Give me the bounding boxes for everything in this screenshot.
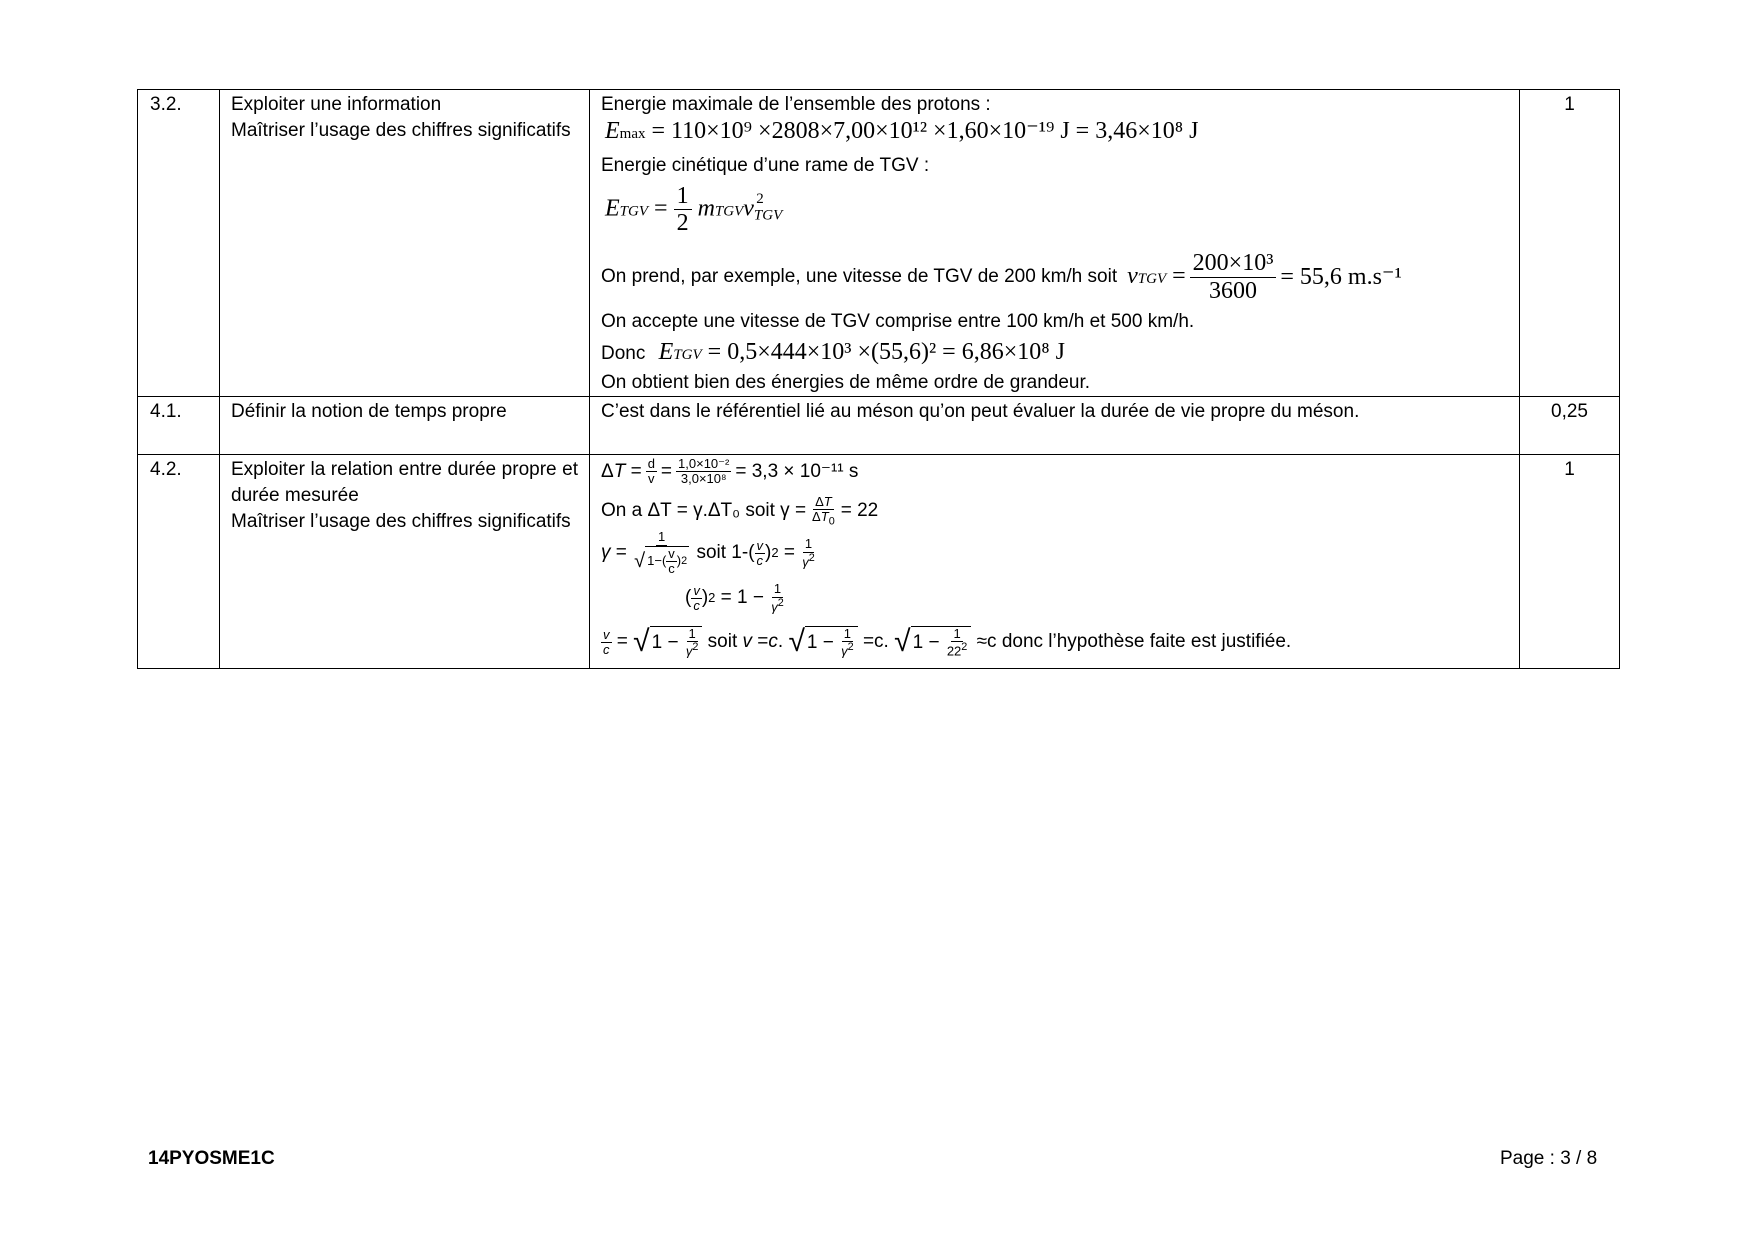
answer-line: On accepte une vitesse de TGV comprise entre 100 km/h et 500 km/h. [601, 311, 1195, 332]
gamma-value: = 22 [840, 500, 879, 522]
speed-line: On prend, par exemple, une vitesse de TGV de 200 km/h soit vTGV = $\frac{\text{200×10³}}{3600}$ = 55,6 m.s⁻¹ [601, 250, 1402, 304]
donc-label: Donc [601, 343, 646, 364]
gamma-definition: On a ΔT = γ.ΔT₀ soit γ = [601, 500, 807, 522]
gamma-line: On a ΔT = γ.ΔT₀ soit γ = $\frac{\Delta T}{\Delta T_0}$ = 22 [601, 493, 879, 528]
table-row [138, 90, 1620, 397]
delta-t-line: ΔT = $\frac{d}{v}$ = $\frac{\text{1,0×10⁻²}}{\text{3,0×10⁸}}$ = 3,3 × 10⁻¹¹ s [601, 456, 859, 487]
emax-expression: = 110×10⁹ ×2808×7,00×10¹² ×1,60×10⁻¹⁹ J = 3,46×10⁸ J [651, 118, 1199, 144]
skills-cell [220, 90, 590, 397]
fraction-numerator: 200×10³ [1190, 250, 1277, 277]
skill-text: Maîtriser l’usage des chiffres significatifs [231, 120, 571, 141]
document-code: 14PYOSME1C [148, 1148, 275, 1169]
half-fraction: $\frac{1}{2}$ [674, 183, 692, 237]
etgv-formula: ETGV = $\frac{1}{2}$ mTGVvTGV$^2$ [605, 183, 783, 237]
skill-text: Exploiter la relation entre durée propre et durée mesurée [231, 459, 578, 506]
final-line: $\frac{v}{c}$ = √ 1 − $\frac{1}{\gamma^2}$ soit v = c . √ 1 − $\frac{1}{\gamma^2}$ =c. √ 1 − $\frac{1}{22^2}$ ≈c donc l’hypothèse faite est justifiée. [603, 625, 1292, 659]
table-row [138, 397, 1620, 455]
skill-text: Définir la notion de temps propre [231, 401, 507, 422]
answer-cell [590, 455, 1520, 669]
ratio-squared-line: ( $\frac{v}{c}$ ) 2 = 1 − $\frac{1}{\gamma^2}$ [685, 581, 784, 615]
fraction-denominator: 3,0×10⁸ [680, 471, 727, 487]
donc-line: Donc ETGV = 0,5×444×10³ ×(55,6)² = 6,86×10⁸ J [601, 339, 1065, 365]
score-cell: 1 [1520, 455, 1620, 669]
question-number: 4.1. [138, 397, 220, 455]
question-number: 4.2. [138, 455, 220, 669]
answer-line: Energie maximale de l’ensemble des protons : [601, 94, 991, 115]
answer-cell [590, 90, 1520, 397]
fraction-denominator: 3600 [1209, 277, 1258, 304]
speed-fraction [1190, 250, 1277, 304]
soit-label: soit [696, 542, 727, 564]
answer-line: On obtient bien des énergies de même ordre de grandeur. [601, 372, 1091, 393]
skills-cell [220, 455, 590, 669]
skill-text: Maîtriser l’usage des chiffres significatifs [231, 511, 571, 532]
question-number: 3.2. [138, 90, 220, 397]
delta-t-result: = 3,3 × 10⁻¹¹ s [735, 460, 859, 482]
skill-text: Exploiter une information [231, 94, 442, 115]
emax-formula: Emax = 110×10⁹ ×2808×7,00×10¹² ×1,60×10⁻¹⁹ J = 3,46×10⁸ J [605, 118, 1199, 144]
fraction-numerator: 1,0×10⁻² [678, 456, 730, 471]
score-cell: 1 [1520, 90, 1620, 397]
final-conclusion: ≈c donc l’hypothèse faite est justifiée. [976, 631, 1292, 653]
correction-table [137, 89, 1620, 669]
speed-result: = 55,6 m.s⁻¹ [1280, 264, 1402, 290]
table-row [138, 455, 1620, 669]
answer-line-text: On prend, par exemple, une vitesse de TGV de 200 km/h soit [601, 266, 1118, 287]
page-number: Page : 3 / 8 [1500, 1148, 1598, 1169]
answer-line: Energie cinétique d’une rame de TGV : [601, 155, 930, 176]
score-cell: 0,25 [1520, 397, 1620, 455]
gamma-formula-line: γ = 1 √ 1−( $\frac{v}{c}$ ) 2 soit 1-( $\frac{v}{c}$ ) 2 = $\frac{1}{\gamma^2}$ [601, 529, 815, 577]
skills-cell [220, 397, 590, 455]
answer-cell: C’est dans le référentiel lié au méson qu’on peut évaluer la durée de vie propre du méson. [590, 397, 1520, 455]
etgv-expression: = 0,5×444×10³ ×(55,6)² = 6,86×10⁸ J [707, 339, 1065, 365]
